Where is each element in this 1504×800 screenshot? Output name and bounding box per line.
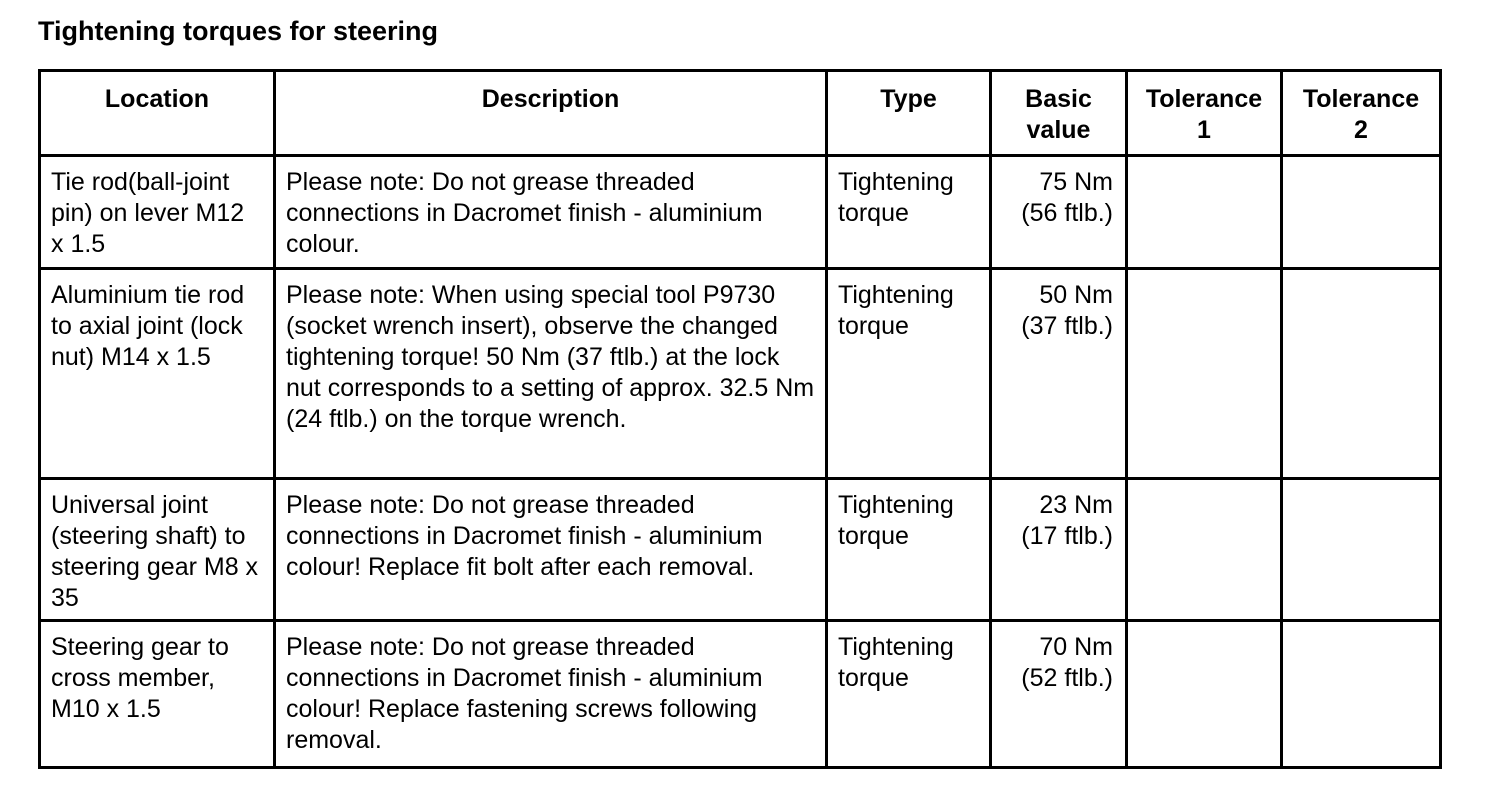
table-row	[40, 156, 1441, 269]
cell-type: Tightening torque	[827, 621, 991, 768]
cell-type: Tightening torque	[827, 156, 991, 269]
cell-tolerance-1	[1127, 621, 1282, 768]
cell-tolerance-1	[1127, 269, 1282, 479]
cell-tolerance-2	[1282, 479, 1441, 621]
table-header-row	[40, 71, 1441, 156]
document-title: Tightening torques for steering	[38, 16, 439, 46]
cell-basic-value: 75 Nm (56 ftlb.)	[991, 156, 1127, 269]
cell-tolerance-1	[1127, 479, 1282, 621]
cell-location: Tie rod(ball-joint pin) on lever M12 x 1.5	[40, 156, 275, 269]
cell-description: Please note: Do not grease threaded connections in Dacromet finish - aluminium colour.	[275, 156, 827, 269]
cell-description: Please note: Do not grease threaded connections in Dacromet finish - aluminium colour! Replace fit bolt after each removal.	[275, 479, 827, 621]
cell-tolerance-2	[1282, 621, 1441, 768]
cell-tolerance-2	[1282, 156, 1441, 269]
table-row	[40, 479, 1441, 621]
cell-location: Aluminium tie rod to axial joint (lock nut) M14 x 1.5	[40, 269, 275, 479]
cell-location: Steering gear to cross member, M10 x 1.5	[40, 621, 275, 768]
header-tolerance-2: Tolerance 2	[1282, 71, 1441, 156]
cell-tolerance-2	[1282, 269, 1441, 479]
cell-location: Universal joint (steering shaft) to steering gear M8 x 35	[40, 479, 275, 621]
table-row	[40, 621, 1441, 768]
header-basic-value: Basic value	[991, 71, 1127, 156]
header-location: Location	[40, 71, 275, 156]
cell-description: Please note: Do not grease threaded connections in Dacromet finish - aluminium colour! Replace fastening screws following removal.	[275, 621, 827, 768]
table-row	[40, 269, 1441, 479]
header-description: Description	[275, 71, 827, 156]
cell-description: Please note: When using special tool P9730 (socket wrench insert), observe the changed tightening torque! 50 Nm (37 ftlb.) at the lock nut corresponds to a setting of approx. 32.5 Nm (24 ftlb.) on the torque wrench.	[275, 269, 827, 479]
header-type: Type	[827, 71, 991, 156]
torque-table	[38, 69, 1442, 769]
header-tolerance-1: Tolerance 1	[1127, 71, 1282, 156]
cell-type: Tightening torque	[827, 269, 991, 479]
cell-basic-value: 50 Nm (37 ftlb.)	[991, 269, 1127, 479]
cell-basic-value: 23 Nm (17 ftlb.)	[991, 479, 1127, 621]
cell-basic-value: 70 Nm (52 ftlb.)	[991, 621, 1127, 768]
cell-type: Tightening torque	[827, 479, 991, 621]
cell-tolerance-1	[1127, 156, 1282, 269]
